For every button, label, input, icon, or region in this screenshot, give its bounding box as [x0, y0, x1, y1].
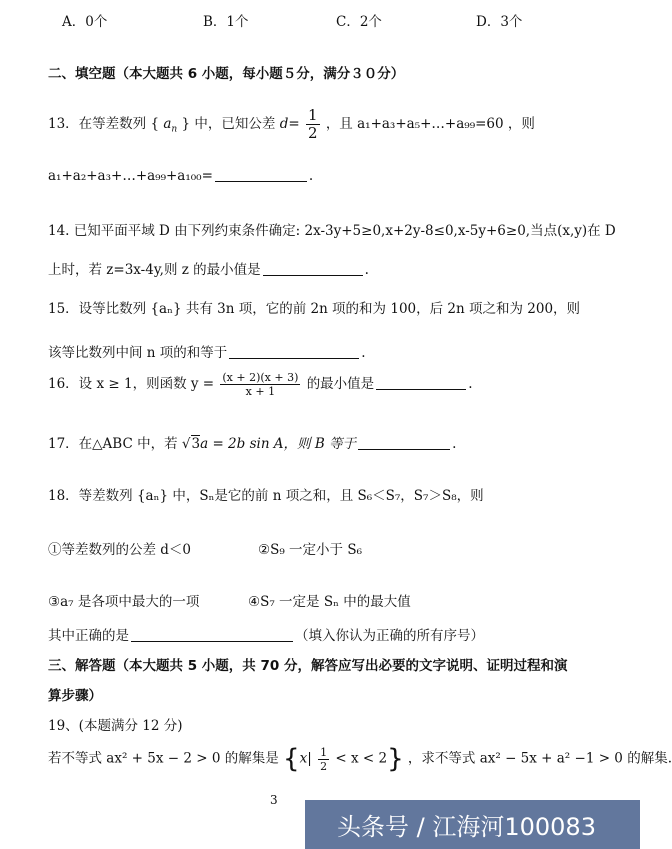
q15-end: .	[361, 345, 366, 361]
q13-condition: a₁+a₃+a₅+…+a₉₉=60	[357, 116, 504, 132]
q17-sqrt	[182, 436, 200, 452]
q13-sum-expr: a₁+a₂+a₃+…+a₉₉+a₁₀₀=	[48, 168, 213, 184]
q13-frac-num: 1	[307, 106, 318, 124]
q19-frac-den: 2	[320, 759, 328, 773]
q19-body	[48, 746, 672, 772]
q13-end: .	[308, 168, 314, 184]
q15-line2	[48, 341, 366, 361]
q13-an-sub: n	[171, 124, 178, 135]
q14-end: .	[364, 262, 369, 278]
q19-set-bar: |	[307, 750, 312, 767]
q19-set-x: x	[299, 750, 308, 767]
q13-eq: =	[288, 116, 300, 132]
q18-option-3: ③a₇ 是各项中最大的一项	[48, 594, 200, 610]
q19-post: ，求不等式 ax² − 5x + a² −1 > 0 的解集.	[407, 750, 672, 767]
q13-line2	[48, 168, 313, 184]
q18-answer-pre: 其中正确的是	[48, 628, 129, 644]
section3-header-line2: 算步骤）	[48, 688, 102, 704]
q14-line2-text: 上时，若 z=3x-4y,则 z 的最小值是	[48, 262, 261, 278]
q13-text-3: ，且	[325, 116, 353, 132]
section2-header: 二、填空题（本大题共 6 小题，每小题５分，满分３０分）	[48, 66, 405, 82]
q18-answer-line	[48, 624, 484, 644]
q17-sqrt-sign: √	[181, 436, 191, 452]
section3-header-line1: 三、解答题（本大题共 5 小题，共 70 分，解答应写出必要的文字说明、证明过程和演	[48, 658, 568, 674]
q16-fraction	[220, 372, 300, 397]
q13-answer-blank[interactable]	[215, 168, 307, 182]
q17-sqrt-rad: 3	[191, 436, 201, 452]
q19-frac-num: 1	[320, 745, 328, 759]
q13-fraction	[306, 108, 320, 141]
q18-answer-post: （填入你认为正确的所有序号）	[295, 628, 484, 644]
q13-an: a	[163, 116, 172, 132]
option-b: B．1个	[203, 14, 249, 30]
q18-option-1: ①等差数列的公差 d＜0	[48, 542, 192, 558]
q19-set-open: {	[283, 744, 300, 774]
q18-option-4: ④S₇ 一定是 Sₙ 中的最大值	[248, 594, 411, 610]
watermark-banner	[305, 800, 640, 849]
q16-line	[48, 372, 472, 397]
q17-end: .	[452, 436, 457, 452]
q13-d: d	[279, 116, 289, 132]
q17-mid: a = 2b sin A，则 B 等于	[200, 436, 357, 452]
q16-post: 的最小值是	[306, 376, 375, 392]
q19-set-close: }	[387, 744, 404, 774]
q13-frac-den: 2	[307, 124, 318, 142]
q16-pre: 16．设 x ≥ 1，则函数 y =	[48, 376, 215, 392]
q13-text-2: } 中，已知公差	[181, 116, 276, 132]
q15-answer-blank[interactable]	[229, 345, 359, 359]
option-a: A．0个	[62, 14, 108, 30]
q17-pre: 17．在△ABC 中，若	[48, 436, 178, 452]
q14-line2	[48, 258, 369, 278]
q18-answer-blank[interactable]	[131, 628, 293, 642]
q16-answer-blank[interactable]	[376, 376, 466, 390]
q16-end: .	[468, 376, 473, 392]
q19-pre: 若不等式 ax² + 5x − 2 > 0 的解集是	[48, 750, 279, 767]
q15-line2-text: 该等比数列中间 n 项的和等于	[48, 345, 228, 361]
q17-line	[48, 432, 456, 452]
option-d: D．3个	[476, 14, 523, 30]
q18-option-2: ②S₉ 一定小于 S₆	[258, 542, 363, 558]
q19-title: 19、(本题满分 12 分)	[48, 718, 183, 734]
q14-line1: 14. 已知平面平域 D 由下列约束条件确定: 2x-3y+5≥0,x+2y-8≤0,x-5y+6≥0,当点(x,y)在 D	[48, 223, 616, 239]
q15-line1: 15．设等比数列 {aₙ} 共有 3n 项，它的前 2n 项的和为 100，后 2n 项之和为 200，则	[48, 301, 581, 317]
q14-answer-blank[interactable]	[263, 262, 363, 276]
q16-frac-den: x + 1	[245, 385, 276, 398]
q13-line1	[48, 108, 535, 141]
q19-fraction	[318, 747, 329, 772]
q17-answer-blank[interactable]	[358, 436, 450, 450]
q13-text-1: 13．在等差数列 {	[48, 116, 160, 132]
q13-text-4: ，则	[507, 116, 535, 132]
page-number: 3	[270, 793, 278, 807]
watermark-text: 头条号 / 江海河100083	[337, 813, 596, 841]
q16-frac-num: (x + 2)(x + 3)	[222, 371, 299, 384]
q19-set-rest: < x < 2	[335, 750, 388, 767]
q18-line1: 18．等差数列 {aₙ} 中，Sₙ是它的前 n 项之和，且 S₆＜S₇，S₇＞S₈，则	[48, 488, 484, 504]
option-c: C．2个	[336, 14, 382, 30]
